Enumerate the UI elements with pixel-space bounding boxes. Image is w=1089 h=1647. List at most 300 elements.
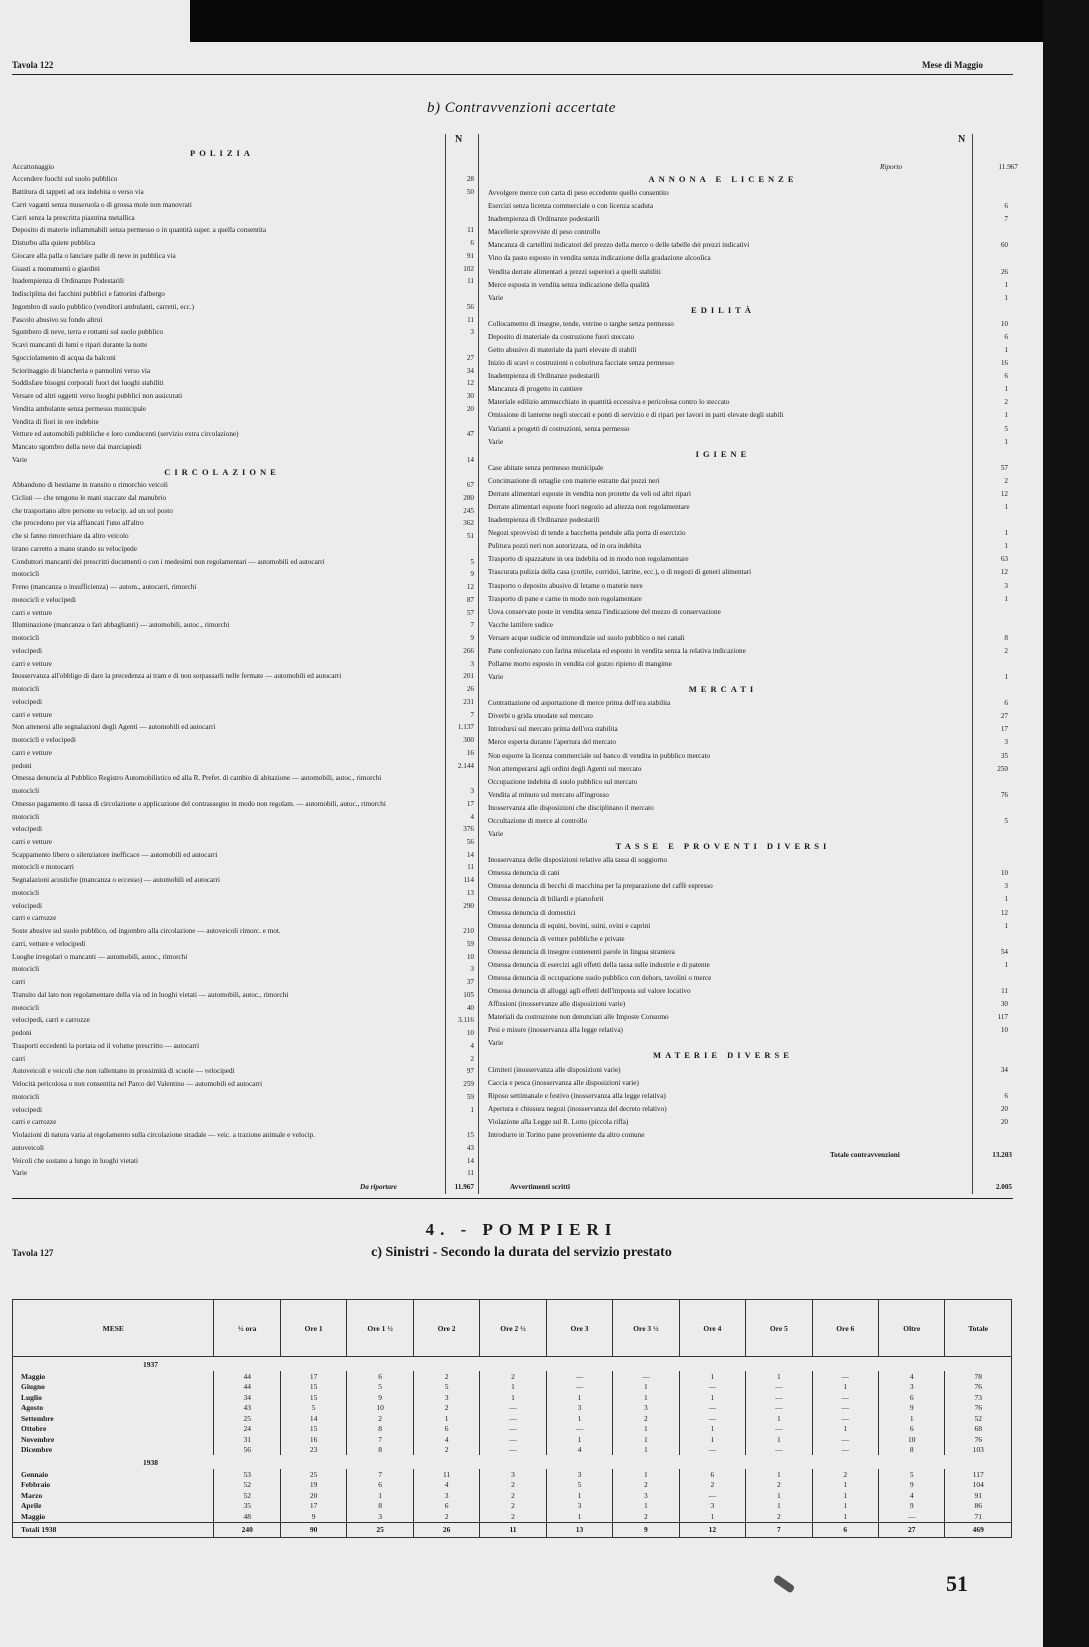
left-row-label: Ingombro di suolo pubblico (venditori ambulanti, carretti, ecc.): [12, 302, 195, 311]
left-row-value: 105: [463, 990, 474, 999]
right-row-label: Varianti a progetti di costruzioni, senza permesso: [488, 424, 630, 433]
section-subtitle: c) Sinistri - Secondo la durata del servizio prestato: [371, 1245, 672, 1260]
total-cell: 6: [812, 1522, 878, 1537]
right-row-value: 1: [1004, 346, 1008, 355]
value-cell: 7: [347, 1434, 413, 1445]
month-cell: Gennaio: [13, 1469, 214, 1480]
right-row-value: 1: [1004, 673, 1008, 682]
left-row-value: 201: [463, 672, 474, 681]
right-row-label: Merce esposta in vendita senza indicazione della qualità: [488, 280, 650, 289]
riporto-label: Riporto: [880, 163, 902, 171]
value-cell: 25: [280, 1469, 346, 1480]
value-cell: —: [746, 1403, 812, 1414]
left-row-value: 13: [466, 888, 474, 897]
section-heading: 4. - POMPIERI: [425, 1220, 618, 1239]
left-row-value: 4: [470, 1041, 474, 1050]
tavola-label: Tavola 127: [12, 1248, 54, 1258]
value-cell: —: [879, 1511, 945, 1522]
left-row-label: Soddisfare bisogni corporali fuori dei luoghi stabiliti: [12, 379, 164, 388]
right-row-label: Contrattazione od asportazione di merce prima dell'ora stabilita: [488, 699, 671, 708]
right-row-label: Trasporto o deposito abusivo di letame o materie nere: [488, 581, 643, 590]
value-cell: 17: [280, 1501, 346, 1512]
total-cell: 13: [546, 1522, 612, 1537]
value-cell: 4: [413, 1434, 479, 1445]
right-row-label: Non esporre la licenza commerciale sul banco di vendita in pubblico mercato: [488, 751, 711, 760]
left-row-label: carri e vetture: [12, 838, 52, 846]
left-row-label: Vendita di fiori in ore indebite: [12, 417, 99, 426]
month-cell: Luglio: [13, 1392, 214, 1403]
value-cell: 8: [347, 1501, 413, 1512]
left-row-value: 3: [470, 328, 474, 337]
value-cell: 15: [280, 1382, 346, 1393]
left-row-label: motocicli: [12, 888, 40, 897]
left-n-header: N: [455, 134, 463, 145]
avvertimenti-label: Avvertimenti scritti: [510, 1183, 570, 1191]
left-row-value: 14: [466, 850, 474, 859]
right-row-label: Introdursi sul mercato prima dell'ora stabilita: [488, 725, 618, 734]
right-row-label: Omessa denuncia di biliardi e pianoforti: [488, 895, 604, 904]
right-row-value: 17: [1000, 725, 1008, 734]
value-cell: —: [812, 1371, 878, 1382]
left-row-label: Mancato sgombro della neve dai marciapiedi: [12, 443, 142, 452]
table-row: [13, 1511, 1012, 1522]
month-cell: Ottobre: [13, 1424, 214, 1435]
right-row-label: Vendita al minuto sul mercato all'ingrosso: [488, 790, 609, 799]
left-row-label: Guasti a monumenti o giardini: [12, 264, 100, 273]
value-cell: 43: [214, 1403, 280, 1414]
right-section-heading: MATERIE DIVERSE: [653, 1050, 793, 1061]
left-row-value: 4: [470, 812, 474, 821]
totale-label: Totale contravvenzioni: [830, 1151, 900, 1159]
right-row-label: Non attemperarsi agli ordini degli Agenti sul mercato: [488, 764, 642, 773]
month-cell: Agosto: [13, 1403, 214, 1414]
left-row-label: Vendita ambulante senza permesso municipale: [12, 404, 147, 413]
right-row-value: 1: [1004, 437, 1008, 446]
totale-value: 13.203: [992, 1151, 1012, 1159]
value-cell: —: [812, 1445, 878, 1456]
total-cell: 469: [945, 1522, 1012, 1537]
left-footer-value: 11.967: [454, 1183, 474, 1191]
left-row-label: Accattonaggio: [12, 162, 54, 171]
value-cell: —: [679, 1490, 745, 1501]
value-cell: 2: [480, 1511, 546, 1522]
left-row-value: 59: [466, 1092, 474, 1101]
left-row-value: 11: [467, 277, 474, 286]
month-cell: Maggio: [13, 1371, 214, 1382]
right-row-value: 6: [1004, 1091, 1008, 1100]
left-row-label: Abbandono di bestiame in transito o rimorchio veicoli: [12, 481, 168, 490]
right-row-value: 6: [1004, 372, 1008, 381]
value-cell: 1: [879, 1413, 945, 1424]
value-cell: —: [812, 1434, 878, 1445]
left-row-label: autoveicoli: [12, 1143, 44, 1152]
left-row-label: carri: [12, 978, 26, 987]
scan-shadow-right: [1043, 0, 1089, 1647]
value-cell: —: [480, 1424, 546, 1435]
right-row-value: 10: [1000, 319, 1008, 328]
value-cell: 4: [413, 1480, 479, 1491]
column-header: MESE: [13, 1300, 214, 1357]
value-cell: 91: [945, 1490, 1012, 1501]
right-row-value: 30: [1000, 1000, 1008, 1009]
value-cell: 8: [347, 1424, 413, 1435]
right-row-value: 1: [1004, 293, 1008, 302]
running-head-right: Mese di Maggio: [922, 60, 983, 70]
value-cell: 5: [413, 1382, 479, 1393]
left-row-label: motocicli: [12, 685, 40, 694]
value-cell: 17: [280, 1371, 346, 1382]
right-row-label: Mancanza di progetto in cantiere: [488, 385, 583, 394]
left-row-value: 97: [466, 1067, 474, 1076]
left-row-label: Battitura di tappeti ad ora indebita o verso via: [12, 188, 144, 197]
value-cell: 104: [945, 1480, 1012, 1491]
left-row-label: Carri senza la prescritta piastrina metallica: [12, 213, 135, 222]
value-cell: 5: [879, 1469, 945, 1480]
left-row-value: 7: [470, 710, 474, 719]
value-cell: —: [480, 1434, 546, 1445]
value-cell: 1: [679, 1434, 745, 1445]
left-row-label: velocipedi: [12, 1105, 42, 1114]
table-row: [13, 1480, 1012, 1491]
left-row-value: 10: [466, 1029, 474, 1038]
value-cell: 1: [480, 1382, 546, 1393]
left-row-label: Violazioni di natura varia al regolamento sulla circolazione stradale — veic. a trazione animale e velocip.: [12, 1131, 316, 1140]
right-row-value: 1: [1004, 960, 1008, 969]
left-row-label: motocicli: [12, 1003, 40, 1012]
value-cell: 2: [613, 1413, 679, 1424]
right-row-label: Occupazione indebita di suolo pubblico sul mercato: [488, 777, 638, 786]
value-cell: 1: [546, 1413, 612, 1424]
left-row-value: 14: [466, 455, 474, 464]
top-rule: [12, 74, 1013, 75]
value-cell: —: [746, 1392, 812, 1403]
value-cell: —: [812, 1413, 878, 1424]
value-cell: 10: [879, 1434, 945, 1445]
column-header: Ore 3 ½: [613, 1300, 679, 1357]
right-row-label: Varie: [488, 1039, 504, 1048]
left-row-value: 11: [467, 226, 474, 235]
left-row-label: Sciorinaggio di biancheria o pannolini verso via: [12, 366, 151, 375]
total-cell: 27: [879, 1522, 945, 1537]
value-cell: —: [812, 1392, 878, 1403]
left-row-label: Illuminazione (mancanza o fari abbaglianti) — automobili, autoc., rimorchi: [12, 621, 230, 630]
right-row-label: Mancanza di cartellini indicatori del prezzo della merce o delle tabelle dei prezzi indicativi: [488, 241, 750, 250]
left-row-label: Freno (mancanza o insufficienza) — autom., autocarri, rimorchi: [12, 583, 197, 592]
left-row-label: pedoni: [12, 1029, 32, 1038]
right-row-value: 12: [1000, 568, 1008, 577]
right-row-value: 35: [1000, 751, 1008, 760]
left-row-label: Indisciplina dei facchini pubblici e fattorini d'albergo: [12, 290, 165, 299]
left-row-value: 362: [463, 519, 474, 528]
value-cell: 1: [347, 1490, 413, 1501]
left-row-label: pedoni: [12, 761, 32, 770]
month-cell: Febbraio: [13, 1480, 214, 1491]
left-row-label: Segnalazioni acustiche (mancanza o eccesso) — automobili ed autocarri: [12, 876, 220, 885]
right-row-label: Pulitura pozzi neri non autorizzata, od in ora indebita: [488, 542, 642, 551]
value-cell: 23: [280, 1445, 346, 1456]
right-row-label: Occultazione di merce al controllo: [488, 816, 588, 825]
value-cell: 1: [812, 1424, 878, 1435]
value-cell: 71: [945, 1511, 1012, 1522]
left-row-label: Non attenersi alle segnalazioni degli Agenti — automobili ed autocarri: [12, 723, 216, 732]
left-row-value: 102: [463, 264, 474, 273]
value-cell: —: [480, 1445, 546, 1456]
left-row-label: velocipedi: [12, 825, 42, 834]
right-row-label: Esercizi senza licenza commerciale o con licenza scaduta: [488, 202, 654, 211]
value-cell: 2: [413, 1371, 479, 1382]
value-cell: 1: [546, 1434, 612, 1445]
value-cell: 3: [679, 1501, 745, 1512]
left-row-value: 50: [466, 188, 474, 197]
value-cell: 1: [613, 1424, 679, 1435]
left-row-label: Transito dal lato non regolamentare della via od in luoghi vietati — automobili, autoc., rimorchi: [12, 990, 289, 999]
value-cell: 3: [879, 1382, 945, 1393]
left-row-label: Ciclisti — che tengono le mani staccate dal manubrio: [12, 494, 167, 502]
right-row-value: 16: [1000, 359, 1008, 368]
value-cell: 3: [546, 1501, 612, 1512]
left-row-label: Deposito di materie infiammabili senza permesso o in quantità super. a quella consentita: [12, 226, 267, 235]
left-row-value: 9: [470, 570, 474, 579]
value-cell: 9: [347, 1392, 413, 1403]
left-row-value: 91: [466, 251, 474, 260]
left-row-value: 87: [466, 595, 474, 604]
value-cell: 1: [812, 1511, 878, 1522]
right-row-label: Negozi sprovvisti di tende a bacchetta pendule alla porta di esercizio: [488, 529, 686, 538]
left-row-value: 10: [466, 952, 474, 961]
right-row-value: 1: [1004, 411, 1008, 420]
value-cell: 1: [746, 1469, 812, 1480]
left-row-label: velocipedi: [12, 697, 42, 706]
left-row-label: Soste abusive sul suolo pubblico, od ingombro alla circolazione — autoveicoli rimorc. e mot.: [12, 927, 281, 936]
right-n-header: N: [958, 134, 966, 145]
left-row-value: 11: [467, 315, 474, 324]
value-cell: —: [613, 1371, 679, 1382]
total-cell: 90: [280, 1522, 346, 1537]
left-row-label: motocicli e velocipedi: [12, 736, 76, 745]
left-row-label: Pascolo abusivo su fondo altrui: [12, 315, 103, 324]
left-row-value: 259: [463, 1080, 474, 1089]
left-row-label: carri e carrozze: [12, 914, 57, 923]
month-cell: Maggio: [13, 1511, 214, 1522]
value-cell: 2: [480, 1490, 546, 1501]
left-row-value: 2.144: [457, 761, 474, 770]
left-row-label: Veicoli che sostano a lungo in luoghi vietati: [12, 1156, 138, 1165]
value-cell: 9: [879, 1480, 945, 1491]
col-divider-n: [478, 134, 479, 1194]
left-row-value: 27: [466, 353, 474, 362]
column-header: Ore 1: [280, 1300, 346, 1357]
column-header: Oltre: [879, 1300, 945, 1357]
value-cell: 2: [613, 1480, 679, 1491]
right-row-value: 7: [1004, 215, 1008, 224]
left-row-label: carri e vetture: [12, 659, 52, 668]
right-row-label: Omessa denuncia di vetture pubbliche e private: [488, 934, 625, 943]
table-row: [13, 1371, 1012, 1382]
value-cell: 1: [812, 1501, 878, 1512]
right-row-label: Caccia e pesca (inosservanza alle disposizioni varie): [488, 1078, 639, 1087]
left-row-label: motocicli: [12, 965, 40, 974]
value-cell: 1: [746, 1490, 812, 1501]
value-cell: 2: [480, 1371, 546, 1382]
left-row-value: 37: [466, 978, 474, 987]
left-row-label: motocicli e velocipedi: [12, 595, 76, 604]
total-cell: 9: [613, 1522, 679, 1537]
value-cell: —: [679, 1403, 745, 1414]
value-cell: 86: [945, 1501, 1012, 1512]
value-cell: 1: [812, 1490, 878, 1501]
left-row-label: velocipedi, carri e carrozze: [12, 1016, 90, 1025]
value-cell: —: [746, 1445, 812, 1456]
right-row-label: Diverbi o grida smodate sul mercato: [488, 712, 593, 721]
table-row: [13, 1445, 1012, 1456]
value-cell: 1: [613, 1445, 679, 1456]
total-label: Totali 1938: [13, 1522, 214, 1537]
column-header: Ore 6: [812, 1300, 878, 1357]
right-row-label: Deposito di materiale da costruzione fuori steccato: [488, 332, 635, 341]
table-row: [13, 1424, 1012, 1435]
value-cell: 9: [879, 1501, 945, 1512]
right-row-label: Inizio di scavi o costruzioni o coloritura facciate senza permesso: [488, 359, 674, 368]
value-cell: 1: [480, 1392, 546, 1403]
left-row-value: 47: [466, 430, 474, 439]
value-cell: 9: [280, 1511, 346, 1522]
right-row-value: 3: [1004, 882, 1008, 891]
value-cell: 3: [613, 1490, 679, 1501]
right-row-label: Inadempienza di Ordinanze podestarili: [488, 516, 600, 525]
left-row-label: Luoghe irregolari o mancanti — automobili, autoc., rimorchi: [12, 952, 188, 961]
value-cell: 53: [214, 1469, 280, 1480]
left-row-label: Scappamento libero o silenziatore inefficace — automobili ed autocarri: [12, 850, 218, 859]
value-cell: 1: [746, 1413, 812, 1424]
left-row-label: motocicli: [12, 787, 40, 796]
right-row-label: Omessa denuncia di esercizi agli effetti della tassa sulle industrie e di patente: [488, 960, 710, 969]
total-row: [13, 1522, 1012, 1537]
value-cell: 4: [879, 1490, 945, 1501]
right-row-value: 57: [1000, 463, 1008, 472]
right-row-value: 12: [1000, 489, 1008, 498]
left-row-label: Omesso pagamento di tassa di circolazione o applicazione del contrassegno in modo non regolam. — automobili, autoc., rimorchi: [12, 799, 386, 808]
left-row-value: 114: [463, 876, 474, 885]
sinistri-table: [12, 1299, 1012, 1538]
value-cell: —: [480, 1413, 546, 1424]
left-row-label: Trasporti eccedenti la portata od il volume prescritto — autocarri: [12, 1041, 200, 1050]
left-section-heading: CIRCOLAZIONE: [164, 466, 280, 477]
left-row-value: 6: [470, 239, 474, 248]
left-row-value: 7: [470, 621, 474, 630]
right-row-label: Case abitate senza permesso municipale: [488, 463, 604, 472]
right-row-value: 5: [1004, 424, 1008, 433]
left-row-value: 245: [463, 506, 474, 515]
right-row-value: 27: [1000, 712, 1008, 721]
right-row-label: Collocamento di insegne, tende, vetrine o targhe senza permesso: [488, 319, 674, 328]
left-row-value: 280: [463, 494, 474, 502]
total-cell: 11: [480, 1522, 546, 1537]
value-cell: 1: [679, 1392, 745, 1403]
right-row-label: Omessa denuncia di becchi di macchina per la preparazione del caffè espresso: [488, 882, 713, 891]
value-cell: 3: [347, 1511, 413, 1522]
value-cell: 3: [546, 1469, 612, 1480]
right-row-value: 6: [1004, 699, 1008, 708]
left-row-value: 40: [466, 1003, 474, 1012]
table-row: [13, 1403, 1012, 1414]
left-row-label: carri e vetture: [12, 608, 52, 617]
value-cell: 2: [413, 1403, 479, 1414]
value-cell: —: [679, 1382, 745, 1393]
left-row-label: velocipedi: [12, 646, 42, 655]
left-row-value: 1: [470, 1105, 474, 1114]
value-cell: 6: [879, 1392, 945, 1403]
total-cell: 7: [746, 1522, 812, 1537]
left-row-value: 26: [466, 685, 474, 694]
value-cell: 52: [945, 1413, 1012, 1424]
right-row-value: 20: [1000, 1117, 1008, 1126]
right-row-label: Omessa denuncia di insegne contenenti parole in lingua straniera: [488, 947, 675, 956]
right-row-value: 10: [1000, 869, 1008, 878]
left-row-label: Conduttori mancanti dei prescritti documenti o con i medesimi non regolamentari — automobili ed autocarri: [12, 557, 325, 566]
right-row-value: 63: [1000, 555, 1008, 564]
left-row-value: 51: [466, 532, 474, 541]
left-row-label: Vetture ed automobili pubbliche e loro conducenti (servizio extra circolazione): [12, 430, 239, 439]
value-cell: 24: [214, 1424, 280, 1435]
right-row-label: Varie: [488, 830, 504, 839]
table-row: [13, 1501, 1012, 1512]
right-row-label: Inadempienza di Ordinanze podestarili: [488, 372, 600, 381]
right-row-label: Materiali da costruzione non denunciati alle Imposte Consumo: [488, 1013, 669, 1022]
value-cell: 1: [613, 1382, 679, 1393]
left-row-label: motocicli: [12, 570, 40, 579]
value-cell: 31: [214, 1434, 280, 1445]
right-row-label: Trasporto di pane e carne in modo non regolamentare: [488, 594, 642, 603]
value-cell: 2: [480, 1501, 546, 1512]
avvertimenti-value: 2.005: [995, 1183, 1012, 1191]
right-row-label: Affissioni (inosservanze alle disposizioni varie): [488, 1000, 626, 1009]
left-row-value: 17: [466, 799, 474, 808]
value-cell: 6: [347, 1371, 413, 1382]
page-title: b) Contravvenzioni accertate: [427, 100, 616, 116]
right-row-label: Vendita derrate alimentari a prezzi superiori a quelli stabiliti: [488, 267, 661, 276]
value-cell: 1: [413, 1413, 479, 1424]
value-cell: 6: [347, 1480, 413, 1491]
ink-smudge: [773, 1574, 796, 1593]
left-row-value: 2: [470, 1054, 474, 1063]
table-row: [13, 1490, 1012, 1501]
value-cell: 103: [945, 1445, 1012, 1456]
right-row-value: 11: [1001, 987, 1008, 996]
right-row-label: Apertura e chiusura negozi (inosservanza del decreto relativo): [488, 1104, 667, 1113]
value-cell: 8: [347, 1445, 413, 1456]
left-row-label: motocicli e motocarri: [12, 863, 74, 872]
right-row-value: 76: [1000, 790, 1008, 799]
right-row-value: 1: [1004, 385, 1008, 394]
left-row-value: 59: [466, 939, 474, 948]
month-cell: Novembre: [13, 1434, 214, 1445]
total-cell: 25: [347, 1522, 413, 1537]
right-row-label: Omessa denuncia di occupazione suolo pubblico con dehors, tavolini o merce: [488, 973, 712, 982]
year-label: 1938: [13, 1455, 1012, 1469]
year-row: [13, 1357, 1012, 1372]
value-cell: 34: [214, 1392, 280, 1403]
left-row-label: carri e carrozze: [12, 1118, 57, 1127]
left-row-value: 43: [466, 1143, 474, 1152]
right-row-value: 6: [1004, 202, 1008, 211]
left-row-label: Omessa denuncia al Pubblico Registro Automobilistico ed alla R. Prefet. di cambio di abitazione — automobili, autoc., rimorchi: [12, 774, 382, 783]
table-row: [13, 1434, 1012, 1445]
right-row-value: 1: [1004, 895, 1008, 904]
right-row-value: 12: [1000, 908, 1008, 917]
right-row-value: 2: [1004, 398, 1008, 407]
value-cell: 16: [280, 1434, 346, 1445]
table-row: [13, 1413, 1012, 1424]
